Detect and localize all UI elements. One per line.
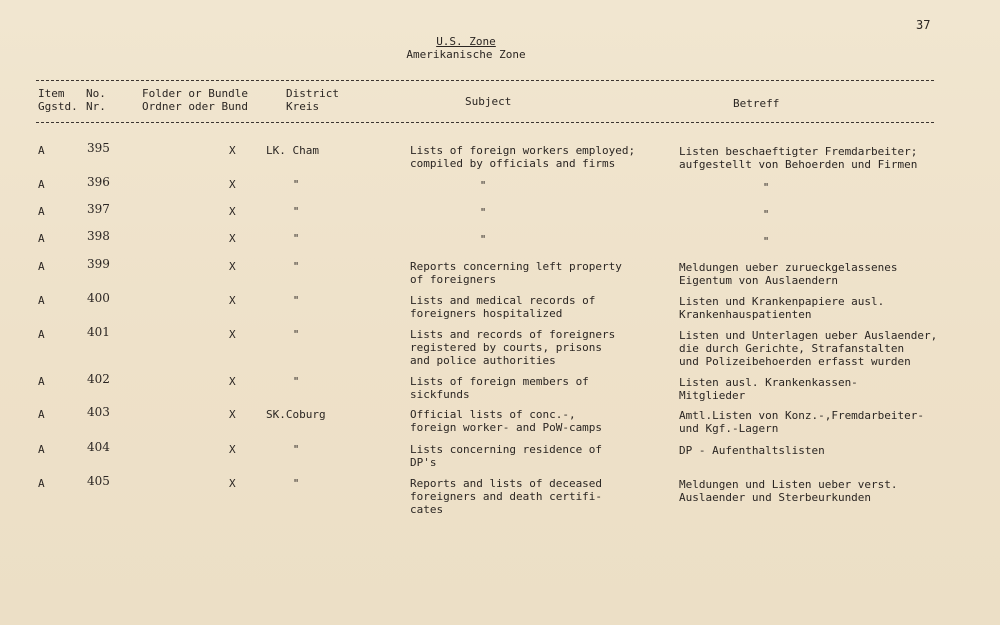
subject-line: of foreigners [410,273,497,287]
betreff-line: Mitglieder [679,389,746,403]
subject-cell [410,408,602,434]
betreff-cell: " [762,235,770,248]
district-cell: SK.Coburg [266,408,326,421]
item-cell: A [38,294,45,307]
betreff-cell [679,409,924,435]
betreff-line: Eigentum von Auslaendern [679,274,838,288]
subject-cell [410,294,595,320]
betreff-cell [679,444,825,457]
betreff-line: und Kgf.-Lagern [679,422,779,436]
betreff-line: Auslaender und Sterbeurkunden [679,491,872,505]
folder-cell: X [229,477,236,490]
subject-line: Lists and records of foreigners [410,328,616,341]
subject-cell: " [479,206,487,219]
subject-line: Official lists of conc.-, [410,408,576,421]
header-top-rule [36,80,934,81]
header-no: No. Nr. [86,87,106,113]
subject-line: registered by courts, prisons [410,341,603,355]
subject-line: Lists and medical records of [410,294,596,307]
betreff-line: und Polizeibehoerden erfasst wurden [679,355,911,369]
subject-cell [410,477,602,517]
betreff-cell: " [762,181,770,194]
subject-line: foreigners and death certifi- [410,490,603,504]
subject-line: Lists of foreign members of [410,375,589,388]
subject-cell [410,328,615,368]
betreff-cell: " [762,208,770,221]
header-betreff: Betreff [733,97,780,110]
folder-cell: X [229,144,236,157]
folder-cell: X [229,178,236,191]
zone-title: U.S. Zone [436,35,496,48]
betreff-line: Meldungen ueber zurueckgelassenes [679,261,898,274]
subject-line: compiled by officials and firms [410,157,616,171]
betreff-cell [679,329,937,369]
district-cell: " [292,178,300,191]
district-cell: " [292,328,300,341]
subject-line: Lists of foreign workers employed; [410,144,636,157]
folder-cell: X [229,294,236,307]
folder-cell: X [229,408,236,421]
district-cell: " [292,260,300,273]
district-cell: " [292,443,300,456]
subject-cell: " [479,179,487,192]
number-cell: 397 [87,202,110,216]
folder-cell: X [229,260,236,273]
header-district: District Kreis [286,87,339,113]
betreff-line: Listen und Krankenpapiere ausl. [679,295,885,308]
item-cell: A [38,178,45,191]
item-cell: A [38,232,45,245]
item-cell: A [38,144,45,157]
header-folder: Folder or Bundle Ordner oder Bund [142,87,248,113]
folder-cell: X [229,375,236,388]
betreff-line: Amtl.Listen von Konz.-,Fremdarbeiter- [679,409,925,422]
district-cell: " [292,477,300,490]
subject-cell: " [479,233,487,246]
number-cell: 404 [87,440,110,454]
subject-line: DP's [410,456,437,470]
subject-line: sickfunds [410,388,470,402]
subject-line: cates [410,503,444,517]
betreff-cell [679,261,898,287]
betreff-line: Listen beschaeftigter Fremdarbeiter; [679,145,918,158]
header-bottom-rule [36,122,934,123]
number-cell: 405 [87,474,110,488]
subject-line: foreign worker- and PoW-camps [410,421,603,435]
betreff-line: DP - Aufenthaltslisten [679,444,825,457]
item-cell: A [38,260,45,273]
district-cell: " [292,205,300,218]
betreff-cell [679,478,898,504]
page-number: 37 [916,18,931,32]
zone-subtitle: Amerikanische Zone [406,48,526,61]
item-cell: A [38,477,45,490]
betreff-cell [679,295,884,321]
subject-cell [410,260,622,286]
folder-cell: X [229,443,236,456]
item-cell: A [38,328,45,341]
item-cell: A [38,408,45,421]
district-cell: " [292,232,300,245]
item-cell: A [38,375,45,388]
betreff-cell [679,145,917,171]
subject-line: Lists concerning residence of [410,443,603,456]
number-cell: 402 [87,372,110,386]
header-subject: Subject [465,95,512,108]
subject-line: foreigners hospitalized [410,307,563,321]
number-cell: 400 [87,291,110,305]
subject-line: Reports concerning left property [410,260,622,273]
subject-line: and police authorities [410,354,556,368]
number-cell: 395 [87,141,110,155]
item-cell: A [38,205,45,218]
item-cell: A [38,443,45,456]
number-cell: 398 [87,229,110,243]
number-cell: 403 [87,405,110,419]
folder-cell: X [229,205,236,218]
subject-line: Reports and lists of deceased [410,477,603,490]
number-cell: 399 [87,257,110,271]
betreff-line: aufgestellt von Behoerden und Firmen [679,158,918,172]
district-cell: " [292,294,300,307]
subject-cell [410,375,589,401]
folder-cell: X [229,232,236,245]
betreff-line: Listen ausl. Krankenkassen- [679,376,858,389]
betreff-cell [679,376,858,402]
betreff-line: Meldungen und Listen ueber verst. [679,478,898,491]
folder-cell: X [229,328,236,341]
betreff-line: Listen und Unterlagen ueber Auslaender, [679,329,938,342]
number-cell: 396 [87,175,110,189]
district-cell: " [292,375,300,388]
number-cell: 401 [87,325,110,339]
district-cell: LK. Cham [266,144,319,157]
header-item: Item Ggstd. [38,87,78,113]
subject-cell [410,443,602,469]
betreff-line: Krankenhauspatienten [679,308,812,322]
betreff-line: die durch Gerichte, Strafanstalten [679,342,905,356]
subject-cell [410,144,635,170]
